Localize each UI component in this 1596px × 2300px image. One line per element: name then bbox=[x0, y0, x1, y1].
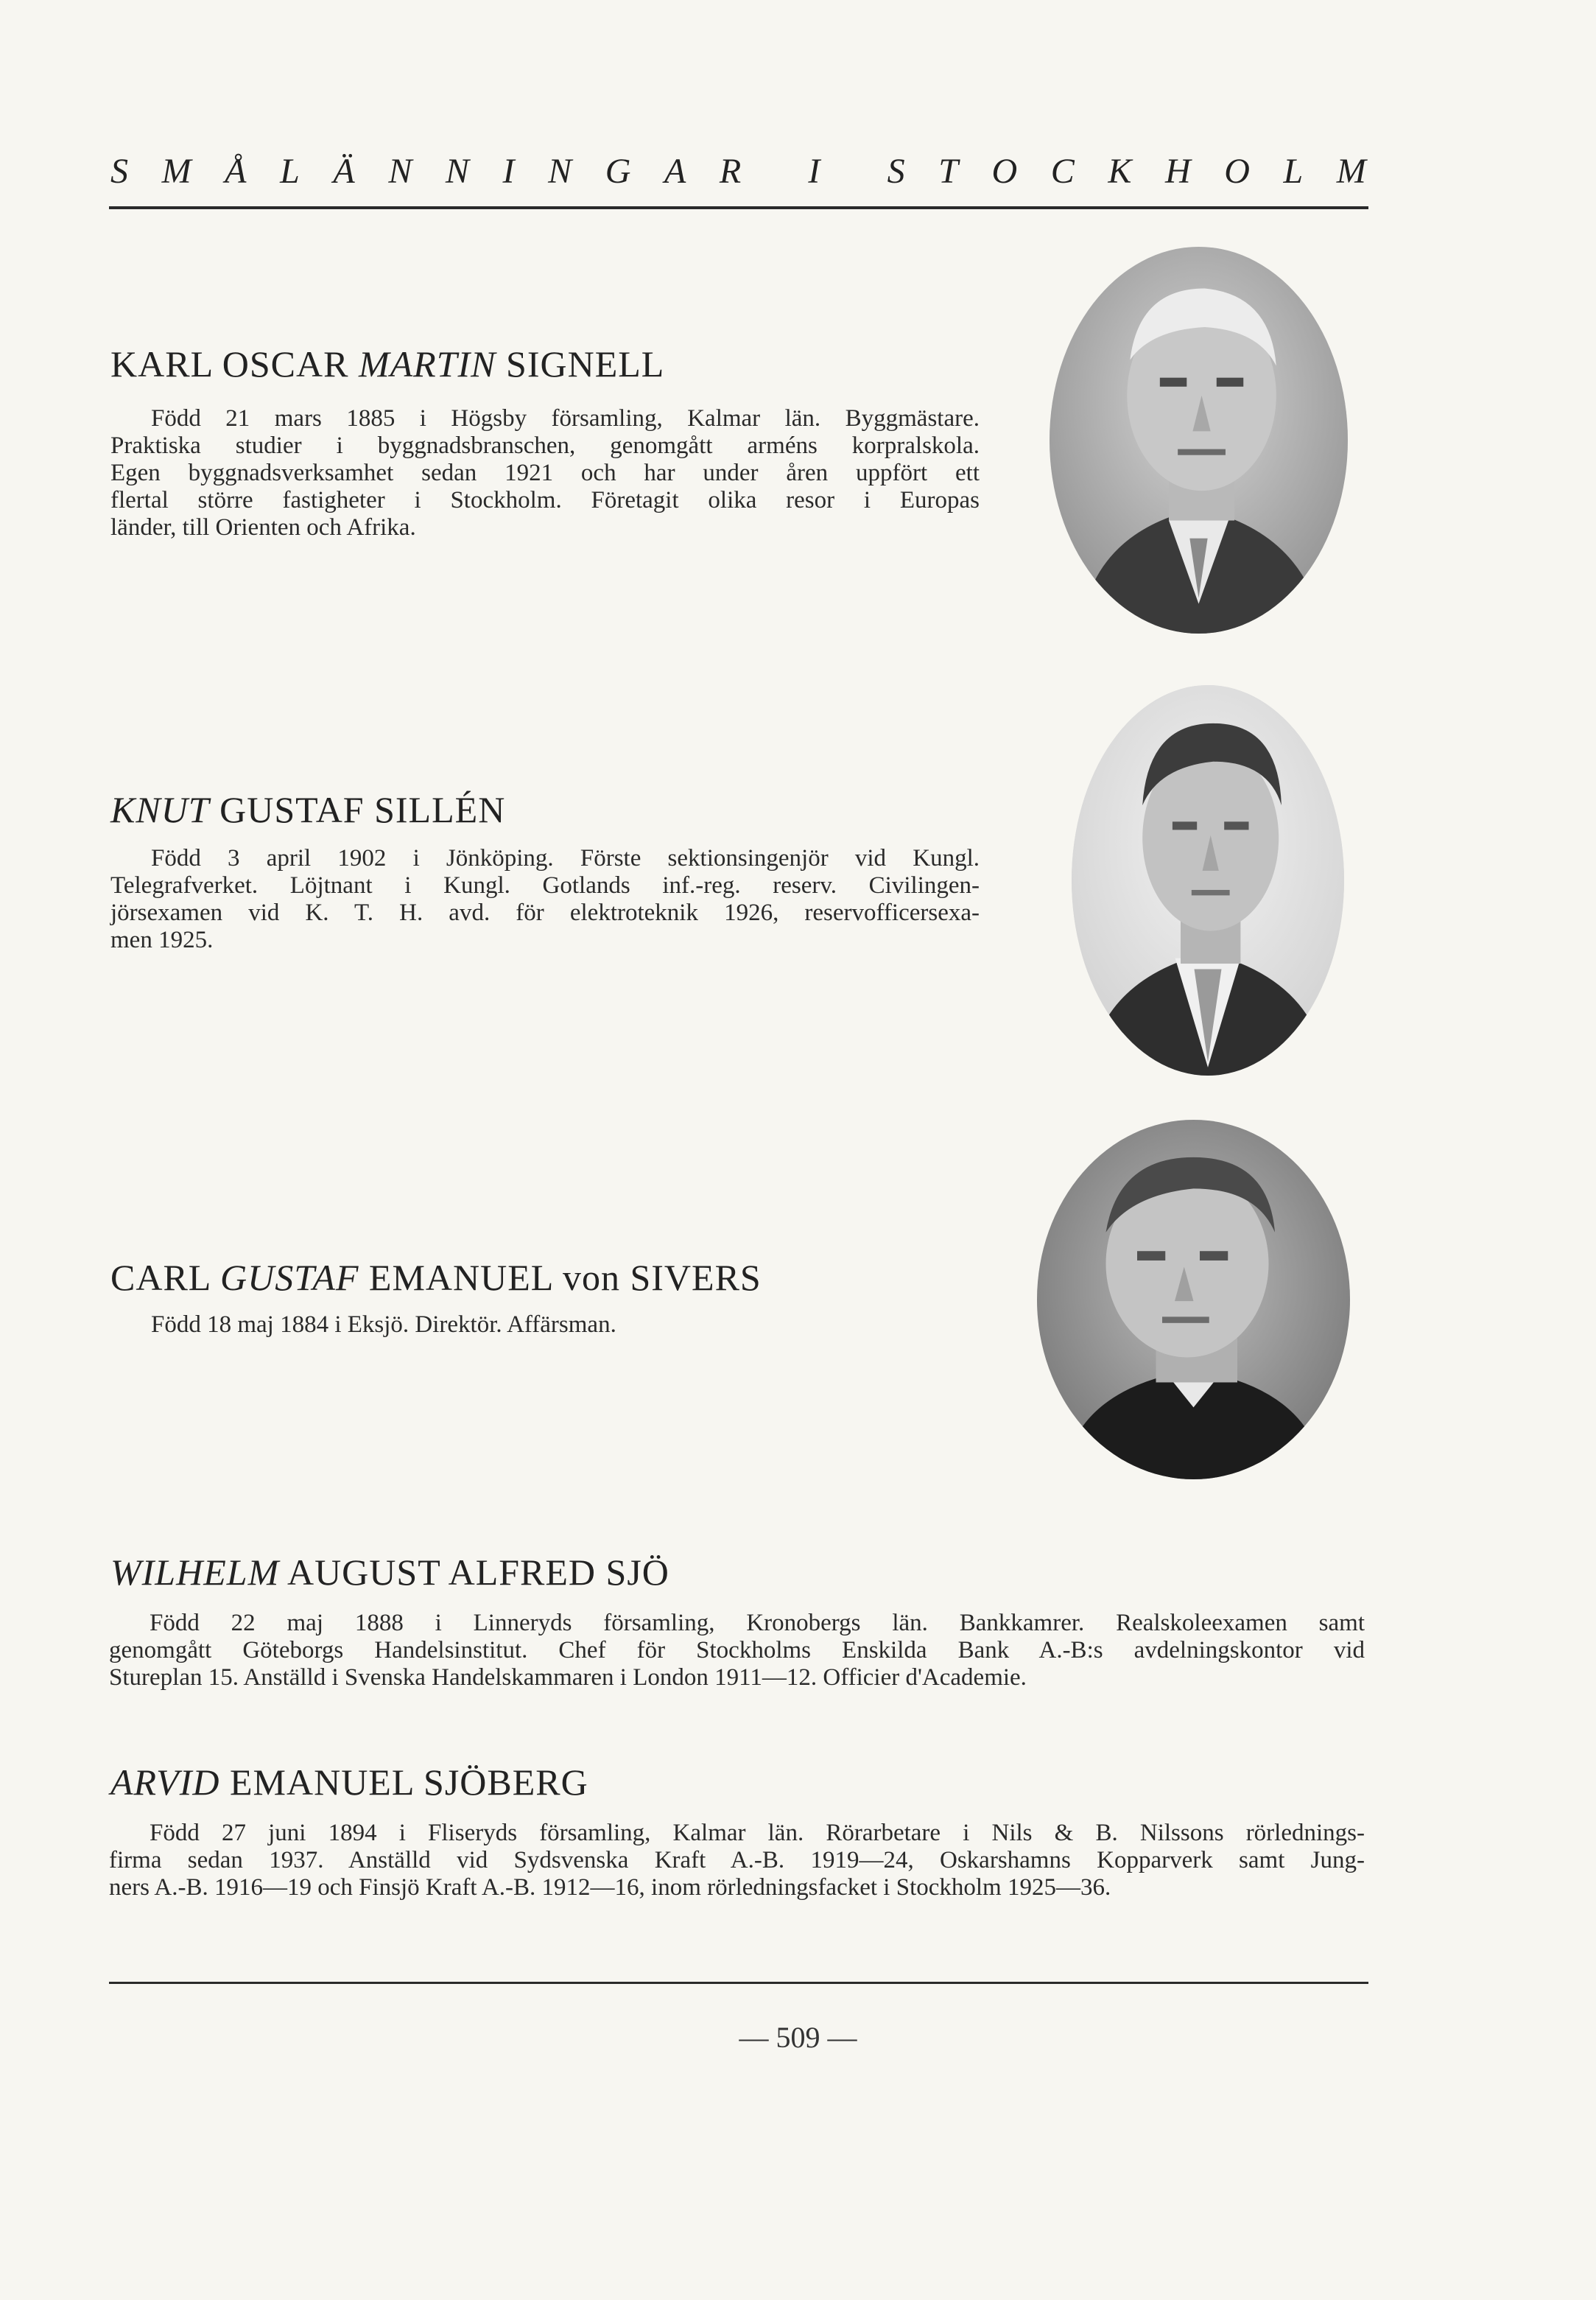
running-head-letter: Å bbox=[225, 152, 247, 191]
running-head-letter: T bbox=[938, 152, 958, 191]
text-line: Stureplan 15. Anställd i Svenska Handelskammaren i London 1911—12. Officier d'Academie. bbox=[109, 1664, 1027, 1691]
text-line: flertal större fastigheter i Stockholm. Företagit olika resor i Europas bbox=[110, 487, 980, 513]
running-head-letter: R bbox=[719, 152, 742, 191]
running-head-letter: L bbox=[1283, 152, 1304, 191]
entry-text-signell bbox=[110, 405, 980, 541]
text-line: Född 22 maj 1888 i Linneryds församling, Kronobergs län. Bankkamrer. Realskoleexamen samt bbox=[150, 1610, 1365, 1636]
text-line: Född 3 april 1902 i Jönköping. Förste sektionsingenjör vid Kungl. bbox=[151, 845, 980, 872]
running-head-letter: H bbox=[1164, 152, 1191, 191]
portrait-photo-sillen bbox=[1072, 685, 1344, 1076]
running-head-letter: M bbox=[161, 152, 191, 191]
text-line: firma sedan 1937. Anställd vid Sydsvenska Kraft A.-B. 1919—24, Oskarshamns Kopparverk samt Jung- bbox=[109, 1847, 1365, 1873]
running-head-letter: N bbox=[548, 152, 572, 191]
running-head-letter: A bbox=[664, 152, 686, 191]
text-line: men 1925. bbox=[110, 927, 214, 953]
running-head-letter: C bbox=[1050, 152, 1075, 191]
entry-text-von-sivers bbox=[110, 1311, 847, 1339]
text-line: Född 27 juni 1894 i Fliseryds församling, Kalmar län. Rörarbetare i Nils & B. Nilssons rörlednings- bbox=[150, 1820, 1365, 1846]
running-head-letter: O bbox=[991, 152, 1018, 191]
text-line: Praktiska studier i byggnadsbranschen, genomgått arméns korpralskola. bbox=[110, 432, 980, 459]
text-line: Telegrafverket. Löjtnant i Kungl. Gotlands inf.-reg. reserv. Civilingen- bbox=[110, 872, 980, 899]
running-head-letter: N bbox=[388, 152, 412, 191]
entry-text-sjoberg bbox=[109, 1820, 1365, 1901]
header-rule bbox=[109, 206, 1368, 209]
text-line: genomgått Göteborgs Handelsinstitut. Chef för Stockholms Enskilda Bank A.-B:s avdelningskontor vid bbox=[109, 1637, 1365, 1663]
running-head-letter: K bbox=[1108, 152, 1132, 191]
running-head-letter: O bbox=[1224, 152, 1250, 191]
running-head-letter: S bbox=[110, 152, 128, 191]
entry-name-von-sivers: CARL GUSTAF EMANUEL von SIVERS bbox=[110, 1257, 762, 1298]
portrait-photo-signell bbox=[1050, 247, 1348, 634]
running-head-letter: G bbox=[605, 152, 631, 191]
entry-text-sillen bbox=[110, 845, 980, 954]
running-head-letter: M bbox=[1336, 152, 1366, 191]
page-number: — 509 — bbox=[739, 2021, 857, 2054]
entry-name-sjoberg: ARVID EMANUEL SJÖBERG bbox=[110, 1761, 588, 1803]
running-head bbox=[110, 151, 1366, 192]
running-head-letter: S bbox=[887, 152, 905, 191]
text-line: ners A.-B. 1916—19 och Finsjö Kraft A.-B. 1912—16, inom rörledningsfacket i Stockholm 1925—36. bbox=[109, 1874, 1111, 1901]
text-line: jörsexamen vid K. T. H. avd. för elektroteknik 1926, reservofficersexa- bbox=[110, 900, 980, 926]
entry-name-signell: KARL OSCAR MARTIN SIGNELL bbox=[110, 343, 665, 385]
text-line: Född 21 mars 1885 i Högsby församling, Kalmar län. Byggmästare. bbox=[151, 405, 980, 432]
running-head-letter: I bbox=[808, 152, 820, 191]
running-head-letter: I bbox=[502, 152, 515, 191]
text-line: Egen byggnadsverksamhet sedan 1921 och har under åren uppfört ett bbox=[110, 460, 980, 486]
running-head-letter: Ä bbox=[333, 152, 355, 191]
running-head-letter: L bbox=[280, 152, 300, 191]
entry-text-sjo bbox=[109, 1610, 1365, 1691]
portrait-photo-von-sivers bbox=[1037, 1120, 1350, 1479]
running-head-letter: N bbox=[445, 152, 469, 191]
entry-name-sillen: KNUT GUSTAF SILLÉN bbox=[110, 789, 506, 830]
text-line: Född 18 maj 1884 i Eksjö. Direktör. Affärsman. bbox=[151, 1311, 616, 1338]
entry-name-sjo: WILHELM AUGUST ALFRED SJÖ bbox=[110, 1552, 669, 1593]
footer-rule bbox=[109, 1982, 1368, 1984]
text-line: länder, till Orienten och Afrika. bbox=[110, 514, 416, 541]
